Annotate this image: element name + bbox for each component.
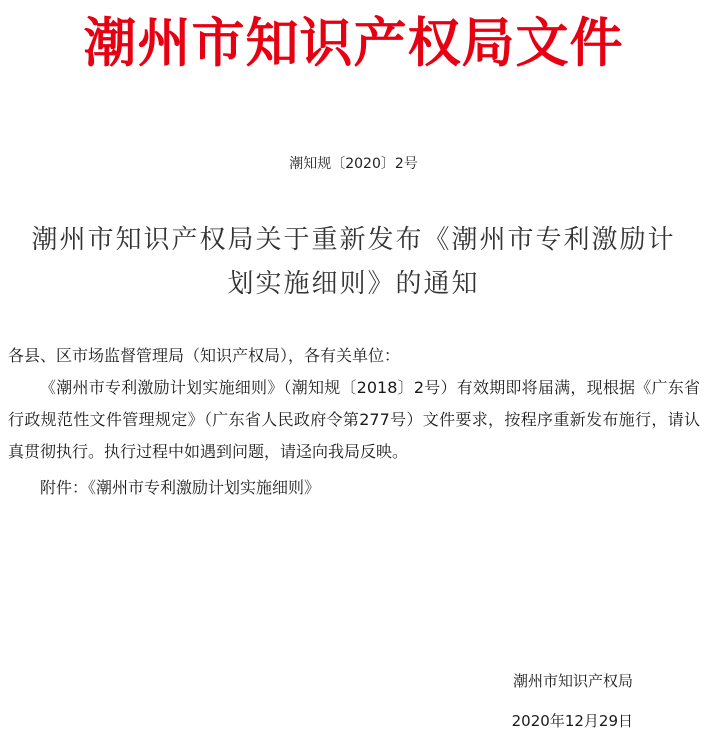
attachment-line: 附件：《潮州市专利激励计划实施细则》 [40,478,321,497]
issue-date: 2020年12月29日 [511,712,633,730]
document-body [8,340,700,504]
document-title-line-1: 潮州市知识产权局关于重新发布《潮州市专利激励计 [31,225,676,255]
document-title [10,218,697,306]
document-title-line-2: 划实施细则》的通知 [227,269,480,299]
issuer-masthead: 潮州市知识产权局文件 [83,13,624,74]
issuer-signature: 潮州市知识产权局 [512,672,633,690]
salutation: 各县、区市场监督管理局（知识产权局），各有关单位： [8,346,401,365]
main-paragraph: 《潮州市专利激励计划实施细则》（潮知规〔2018〕2号）有效期即将届满，现根据《广东省行政规范性文件管理规定》（广东省人民政府令第277号）文件要求，按程序重新发布施行，请认真贯彻执行。执行过程中如遇到问题，请迳向我局反映。 [8,378,700,461]
document-number: 潮知规〔2020〕2号 [289,156,418,172]
